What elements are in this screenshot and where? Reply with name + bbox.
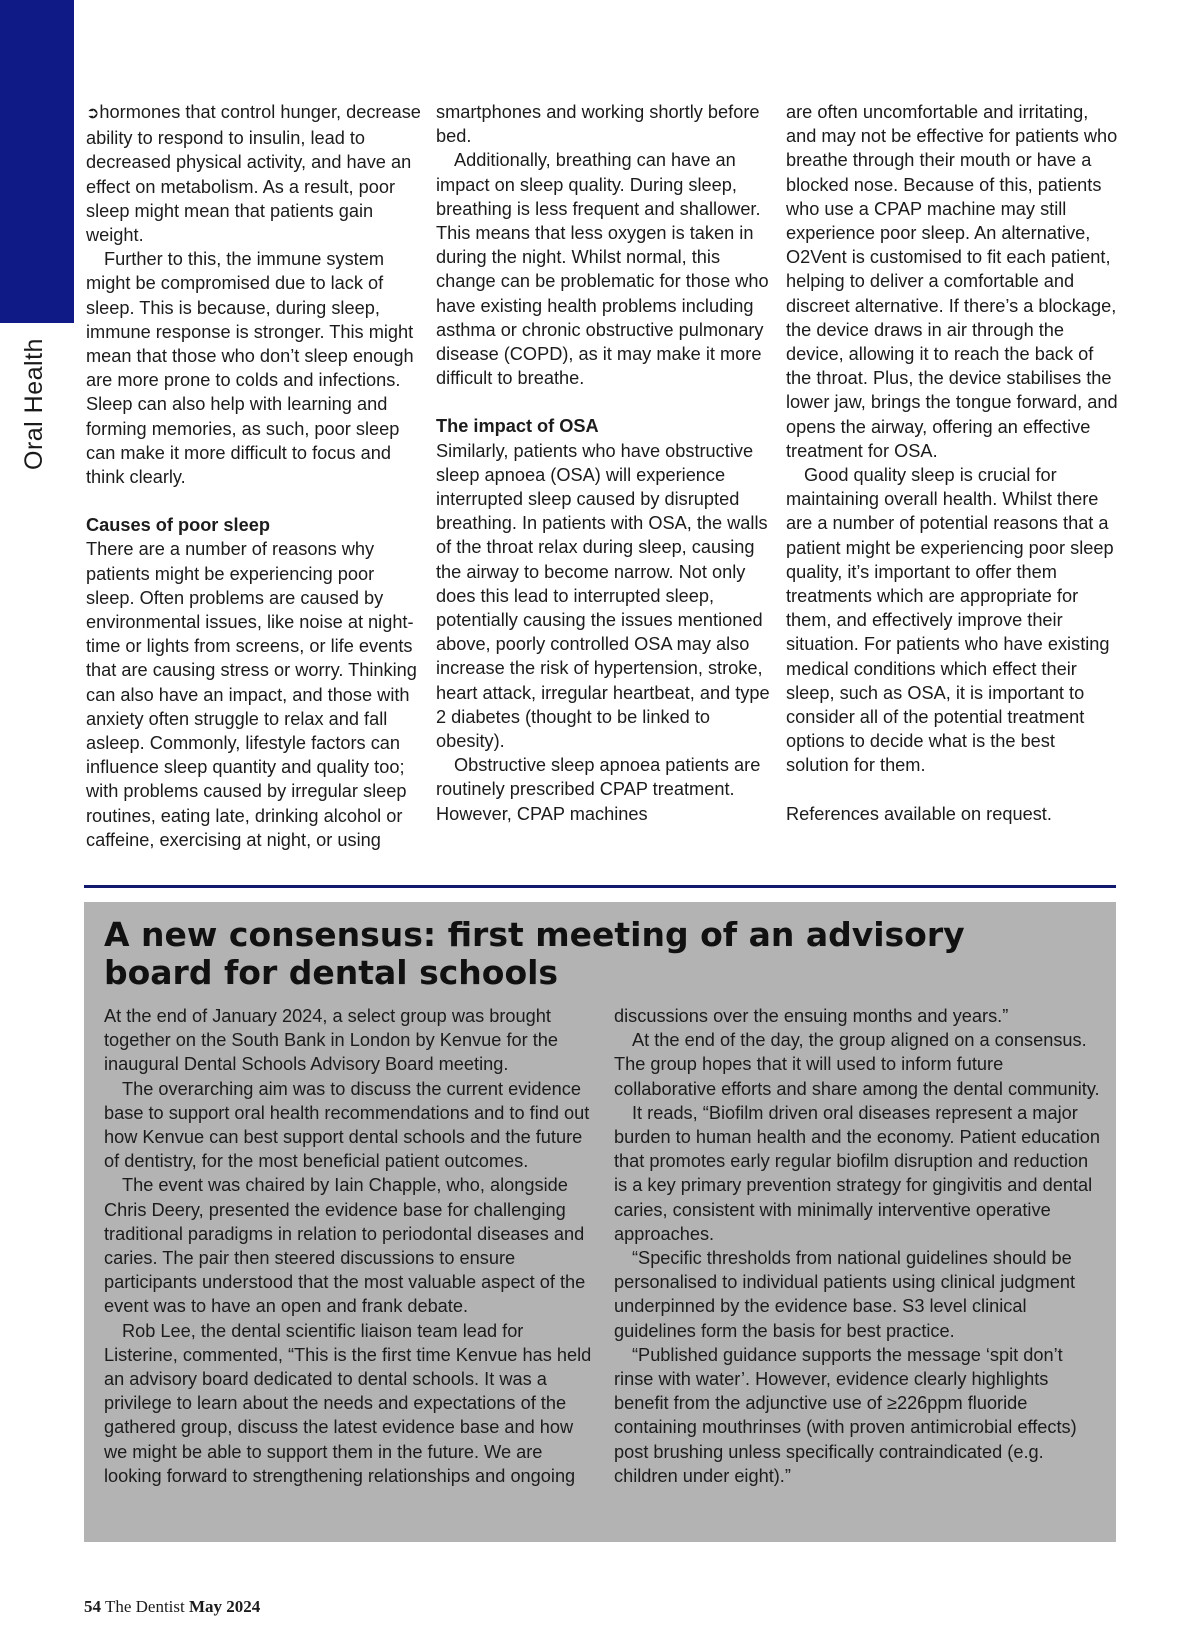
boxout-panel — [84, 902, 1116, 1542]
paragraph: “Published guidance supports the message ‘spit don’t rinse with water’. However, evidence clearly highlights benefit from the adjunctive use of ≥226ppm fluoride containing mouthrinses (with proven antimicrobial effects) post brushing unless specifically contraindicated (e.g. children under eight).” — [614, 1344, 1077, 1486]
paragraph: Additionally, breathing can have an impact on sleep quality. During sleep, breathing is less frequent and shallower. This means that less oxygen is taken in during the night. Whilst normal, this change can be problematic for those who have existing health problems including asthma or chronic obstructive pulmonary disease (COPD), as it may make it more difficult to breathe. — [436, 150, 769, 389]
page-footer — [84, 1597, 260, 1617]
article-column-1 — [86, 100, 421, 852]
boxout-column-right — [614, 1004, 1104, 1488]
section-label: Oral Health — [20, 338, 48, 470]
page-number: 54 — [84, 1597, 101, 1616]
issue-date: May 2024 — [189, 1597, 261, 1616]
paragraph: The overarching aim was to discuss the current evidence base to support oral health recommendations and to find out how Kenvue can best support dental schools and the future of dentistry, for the most beneficial patient outcomes. — [104, 1078, 590, 1172]
paragraph: Rob Lee, the dental scientific liaison team lead for Listerine, commented, “This is the first time Kenvue has held an advisory board dedicated to dental schools. It was a privilege to learn about the needs and expectations of the gathered group, discuss the latest evidence base and how we might be able to support them in the future. We are looking forward to strengthening relationships and ongoing — [104, 1320, 592, 1486]
paragraph: Similarly, patients who have obstructive sleep apnoea (OSA) will experience interrupted sleep caused by disrupted breathing. In patients with OSA, the walls of the throat relax during sleep, causing the airway to become narrow. Not only does this lead to interrupted sleep, potentially causing the issues mentioned above, poorly controlled OSA may also increase the risk of hypertension, stroke, heart attack, irregular heartbeat, and type 2 diabetes (thought to be linked to obesity). — [436, 440, 770, 752]
article-column-2 — [436, 100, 771, 826]
article-column-3 — [786, 100, 1121, 826]
publication-name: The Dentist — [104, 1597, 185, 1616]
boxout-column-left — [104, 1004, 594, 1488]
subheading: Causes of poor sleep — [86, 515, 270, 536]
paragraph: discussions over the ensuing months and years.” — [614, 1006, 1009, 1026]
paragraph: At the end of the day, the group aligned on a consensus. The group hopes that it will used to inform future collaborative efforts and share among the dental community. — [614, 1030, 1100, 1099]
paragraph: ➲hormones that control hunger, decrease ability to respond to insulin, lead to decreased physical activity, and have an effect on metabolism. As a result, poor sleep might mean that patients gain weight. — [86, 102, 421, 246]
boxout-title: A new consensus: first meeting of an advisory board for dental schools — [104, 915, 965, 992]
paragraph: The event was chaired by Iain Chapple, who, alongside Chris Deery, presented the evidence base for challenging traditional paradigms in relation to periodontal diseases and caries. The pair then steered discussions to ensure participants understood that the most valuable aspect of the event was to have an open and frank debate. — [104, 1175, 586, 1317]
paragraph: At the end of January 2024, a select group was brought together on the South Bank in London by Kenvue for the inaugural Dental Schools Advisory Board meeting. — [104, 1006, 559, 1075]
paragraph: Good quality sleep is crucial for maintaining overall health. Whilst there are a number of potential reasons that a patient might be experiencing poor sleep quality, it’s important to offer them treatments which are appropriate for them, and effectively improve their situation. For patients who have existing medical conditions which effect their sleep, such as OSA, it is important to consider all of the potential treatment options to decide what is the best solution for them. — [786, 465, 1114, 776]
paragraph: are often uncomfortable and irritating, and may not be effective for patients who breathe through their mouth or have a blocked nose. Because of this, patients who use a CPAP machine may still experience poor sleep. An alternative, O2Vent is customised to fit each patient, helping to deliver a comfortable and discreet alternative. If there’s a blockage, the device draws in air through the device, allowing it to reach the back of the throat. Plus, the device stabilises the lower jaw, brings the tongue forward, and opens the airway, offering an effective treatment for OSA. — [786, 102, 1118, 461]
paragraph: There are a number of reasons why patients might be experiencing poor sleep. Often problems are caused by environmental issues, like noise at night-time or lights from screens, or life events that are causing stress or worry. Thinking can also have an impact, and those with anxiety often struggle to relax and fall asleep. Commonly, lifestyle factors can influence sleep quantity and quality too; with problems caused by irregular sleep routines, eating late, drinking alcohol or caffeine, exercising at night, or using — [86, 539, 417, 850]
continued-arrow-icon: ➲ — [86, 105, 100, 122]
paragraph: It reads, “Biofilm driven oral diseases represent a major burden to human health and the economy. Patient education that promotes early regular biofilm disruption and reduction is a key primary prevention strategy for gingivitis and dental caries, consistent with minimally interventive operative approaches. — [614, 1102, 1101, 1244]
paragraph: Obstructive sleep apnoea patients are routinely prescribed CPAP treatment. However, CPAP machines — [436, 755, 761, 824]
divider-rule — [84, 885, 1116, 888]
subheading: The impact of OSA — [436, 416, 599, 437]
references-note: References available on request. — [786, 803, 1052, 824]
section-color-bar — [0, 0, 74, 323]
paragraph: Further to this, the immune system might be compromised due to lack of sleep. This is because, during sleep, immune response is stronger. This might mean that those who don’t sleep enough are more prone to colds and infections. Sleep can also help with learning and forming memories, as such, poor sleep can make it more difficult to focus and think clearly. — [86, 249, 414, 488]
paragraph: smartphones and working shortly before bed. — [436, 102, 760, 147]
paragraph: “Specific thresholds from national guidelines should be personalised to individual patients using clinical judgment underpinned by the evidence base. S3 level clinical guidelines form the basis for best practice. — [614, 1248, 1076, 1341]
